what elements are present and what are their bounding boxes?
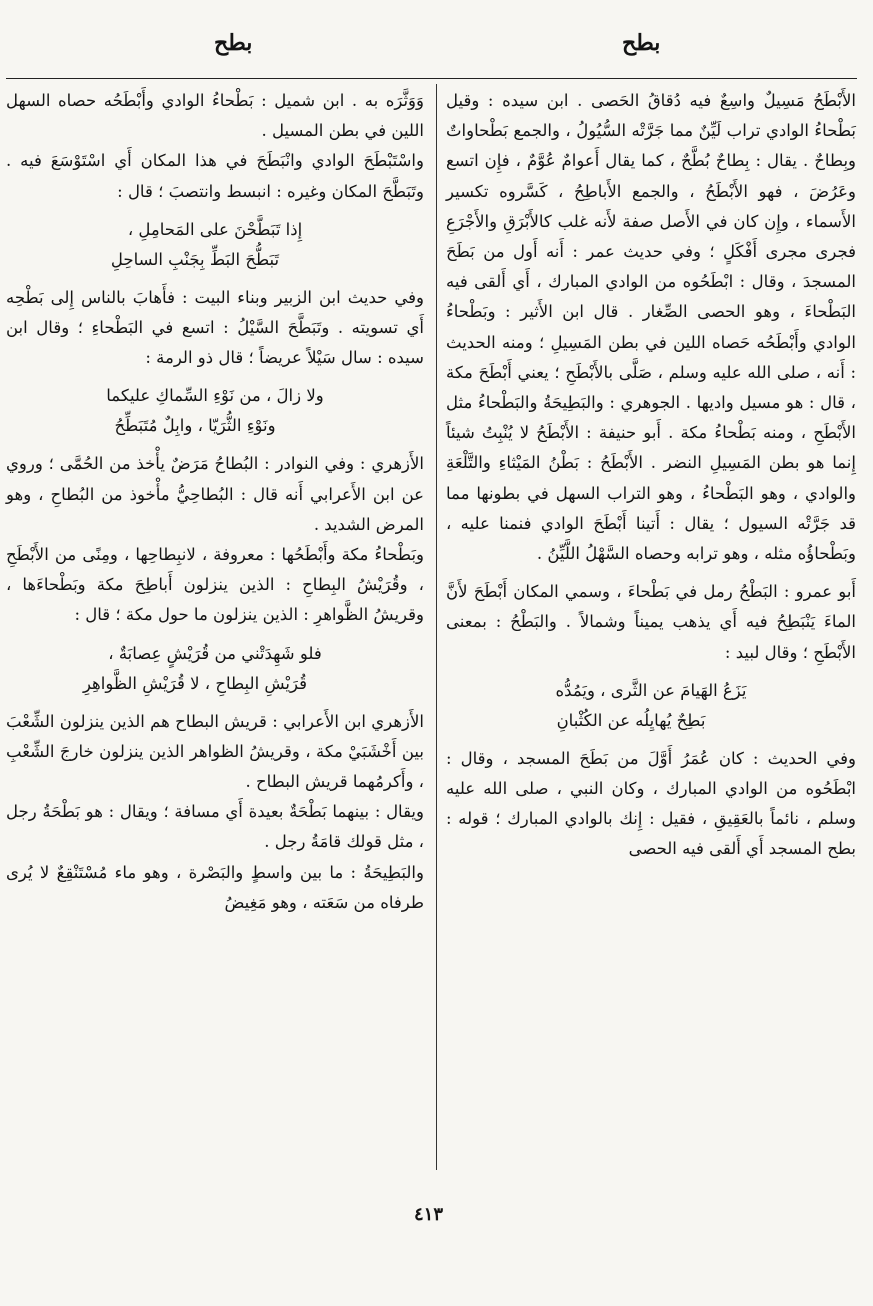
column-divider	[436, 84, 437, 1170]
entry-paragraph: وفي الحديث : كان عُمَرُ أَوَّلَ من بَطَحَ المسجد ، وقال : ابْطَحُوه من الوادي المبارك ، وكان النبي ، صلى الله عليه وسلم ، نائماً بالعَقِيقِ ، فقيل : إِنك بالوادي المبارك ؛ قوله : بطح المسجد أَي أَلقى فيه الحصى	[446, 748, 856, 859]
verse-line: ونَوْءِ الثُّرَيّا ، وابِلٌ مُتَبَطِّحُ	[114, 416, 276, 436]
poetry-verse	[6, 639, 424, 699]
entry-paragraph: وَوَثَّرَه به . ابن شميل : بَطْحاءُ الوادي وأَبْطَحُه حصاه السهل اللين في بطن المسيل .	[6, 91, 424, 141]
verse-line: فلو شَهِدَتْني من قُرَيْشٍ عِصابَةٌ ،	[108, 643, 322, 663]
poetry-verse	[446, 676, 856, 736]
verse-line: بَطِحٌ يُهايِلُه عن الكُثْبانِ	[556, 710, 706, 730]
page-number: ٤١٣	[414, 1204, 444, 1225]
right-column	[446, 86, 856, 865]
entry-paragraph: الأَزهري ابن الأَعرابي : قريش البطاح هم الذين ينزلون الشِّعْبَ بين أَخْشَبَيْ مكة ، وقريشُ الظواهر الذين ينزلون خارجَ الشِّعْبِ ، وأَكرمُهما قريش البطاح .	[6, 711, 424, 792]
poetry-verse	[6, 215, 424, 275]
verse-line: ولا زالَ ، من نَوْءِ السِّماكِ عليكما	[106, 386, 324, 406]
running-headword-left: بطح	[214, 30, 253, 56]
entry-paragraph: وفي حديث ابن الزبير وبناء البيت : فأَهابَ بالناس إِلى بَطْحِه أَي تسويته . وتَبَطَّحَ السَّيْلُ : اتسع في البَطْحاءِ ؛ وقال ابن سيده : سال سَيْلاً عريضاً ؛ قال ذو الرمة :	[6, 287, 424, 368]
verse-line: إِذا تَبَطَّحْنَ على المَحامِلِ ،	[127, 219, 303, 239]
verse-line: يَزَعُ الهَيامَ عن الثَّرى ، ويَمُدُّه	[555, 680, 747, 700]
entry-paragraph: الأَبْطَحُ مَسِيلٌ واسِعٌ فيه دُقاقُ الحَصى . ابن سيده : وقيل بَطْحاءُ الوادي تراب لَيِّنٌ مما جَرَّتْه السُّيُولُ ، والجمع بَطْحاواتٌ وبِطاحٌ . يقال : بِطاحٌ بُطَّحٌ ، كما يقال أَعوامٌ عُوَّمٌ ، فإِن اتسع وعَرُضَ ، فهو الأَبْطَحُ ، والجمع الأَباطِحُ ، كَسَّروه تكسير الأَسماء ، وإِن كان في الأَصل صفة لأَنه غلب كالأَبْرَقِ والأَجْرَعِ فجرى مجرى أَفْكَلٍ ؛ وفي حديث عمر : أَنه أَول من بَطَحَ المسجدَ ، وقال : ابْطَحُوه من الوادي المبارك ، أَي أَلقى فيه البَطْحاءَ ، وهو الحصى الصِّغار . قال ابن الأَثير : وبَطْحاءُ الوادي وأَبْطَحُه حَصاه اللين في بطن المَسِيلِ ؛ ومنه الحديث : أَنه ، صلى الله عليه وسلم ، صَلَّى بالأَبْطَحِ ؛ يعني أَبْطَحَ مكة ، قال : هو مسيل واديها . الجوهري : والبَطِيحَةُ والبَطْحاءُ مثل الأَبْطَحِ ، ومنه بَطْحاءُ مكة . أَبو حنيفة : الأَبْطَحُ لا يُنْبِتُ شيئاً إِنما هو بطن المَسِيلِ النضر . الأَبْطَحُ : بَطْنُ المَيْثاءِ والتَّلْعَةِ والوادي ، وهو البَطْحاءُ ، وهو التراب السهل في بطونها مما قد جَرَّتْه السيول ؛ يقال : أَتينا أَبْطَحَ الوادي فنمنا عليه ، وبَطْحاؤُه مثله ، وهو ترابه وحصاه السَّهْلُ اللَّيِّنُ .	[446, 91, 857, 564]
entry-paragraph: وبَطْحاءُ مكة وأَبْطَحُها : معروفة ، لانبِطاحِها ، ومِنًى من الأَبْطَحِ ، وقُرَيْشُ البِطاحِ : الذين ينزلون أَباطِحَ مكة وبَطْحاءَها ، وقريشُ الظَّواهرِ : الذين ينزلون ما حول مكة ؛ قال :	[6, 545, 424, 625]
entry-paragraph: والبَطِيحَةُ : ما بين واسطٍ والبَصْرة ، وهو ماء مُسْتَنْقِعٌ لا يُرى طرفاه من سَعَته ، وهو مَغِيضُ	[6, 862, 424, 912]
entry-paragraph: واسْتَبْطَحَ الوادي وانْبَطَحَ في هذا المكان أَي اسْتَوْسَعَ فيه . وتَبَطَّحَ المكان وغيره : انبسط وانتصبَ ؛ قال :	[6, 151, 424, 201]
verse-line: قُرَيْشِ البِطاحِ ، لا قُرَيْشِ الظَّواهِرِ	[82, 673, 308, 693]
entry-paragraph: ويقال : بينهما بَطْحَةٌ بعيدة أَي مسافة ؛ ويقال : هو بَطْحَةُ رجل ، مثل قولك قامَةُ رجل .	[6, 802, 424, 852]
running-headword-right: بطح	[622, 30, 661, 56]
left-column	[6, 86, 424, 918]
entry-paragraph: أَبو عمرو : البَطْحُ رمل في بَطْحاءَ ، وسمي المكان أَبْطَحَ لأَنَّ الماءَ يَنْبَطِحُ فيه أَي يذهب يميناً وشمالاً . والبَطْحُ : بمعنى الأَبْطَحِ ؛ وقال لبيد :	[446, 582, 856, 662]
poetry-verse	[6, 381, 424, 441]
entry-paragraph: الأَزهري : وفي النوادر : البُطاحُ مَرَضٌ يأْخذ من الحُمَّى ؛ وروي عن ابن الأَعرابي أَنه قال : البُطاحِيُّ مأْخوذ من البُطاحِ ، وهو المرض الشديد .	[6, 454, 424, 534]
verse-line: تَبَطُّحَ البَطِّ بِجَنْبِ الساحِلِ	[110, 249, 280, 269]
header-rule	[6, 78, 857, 79]
